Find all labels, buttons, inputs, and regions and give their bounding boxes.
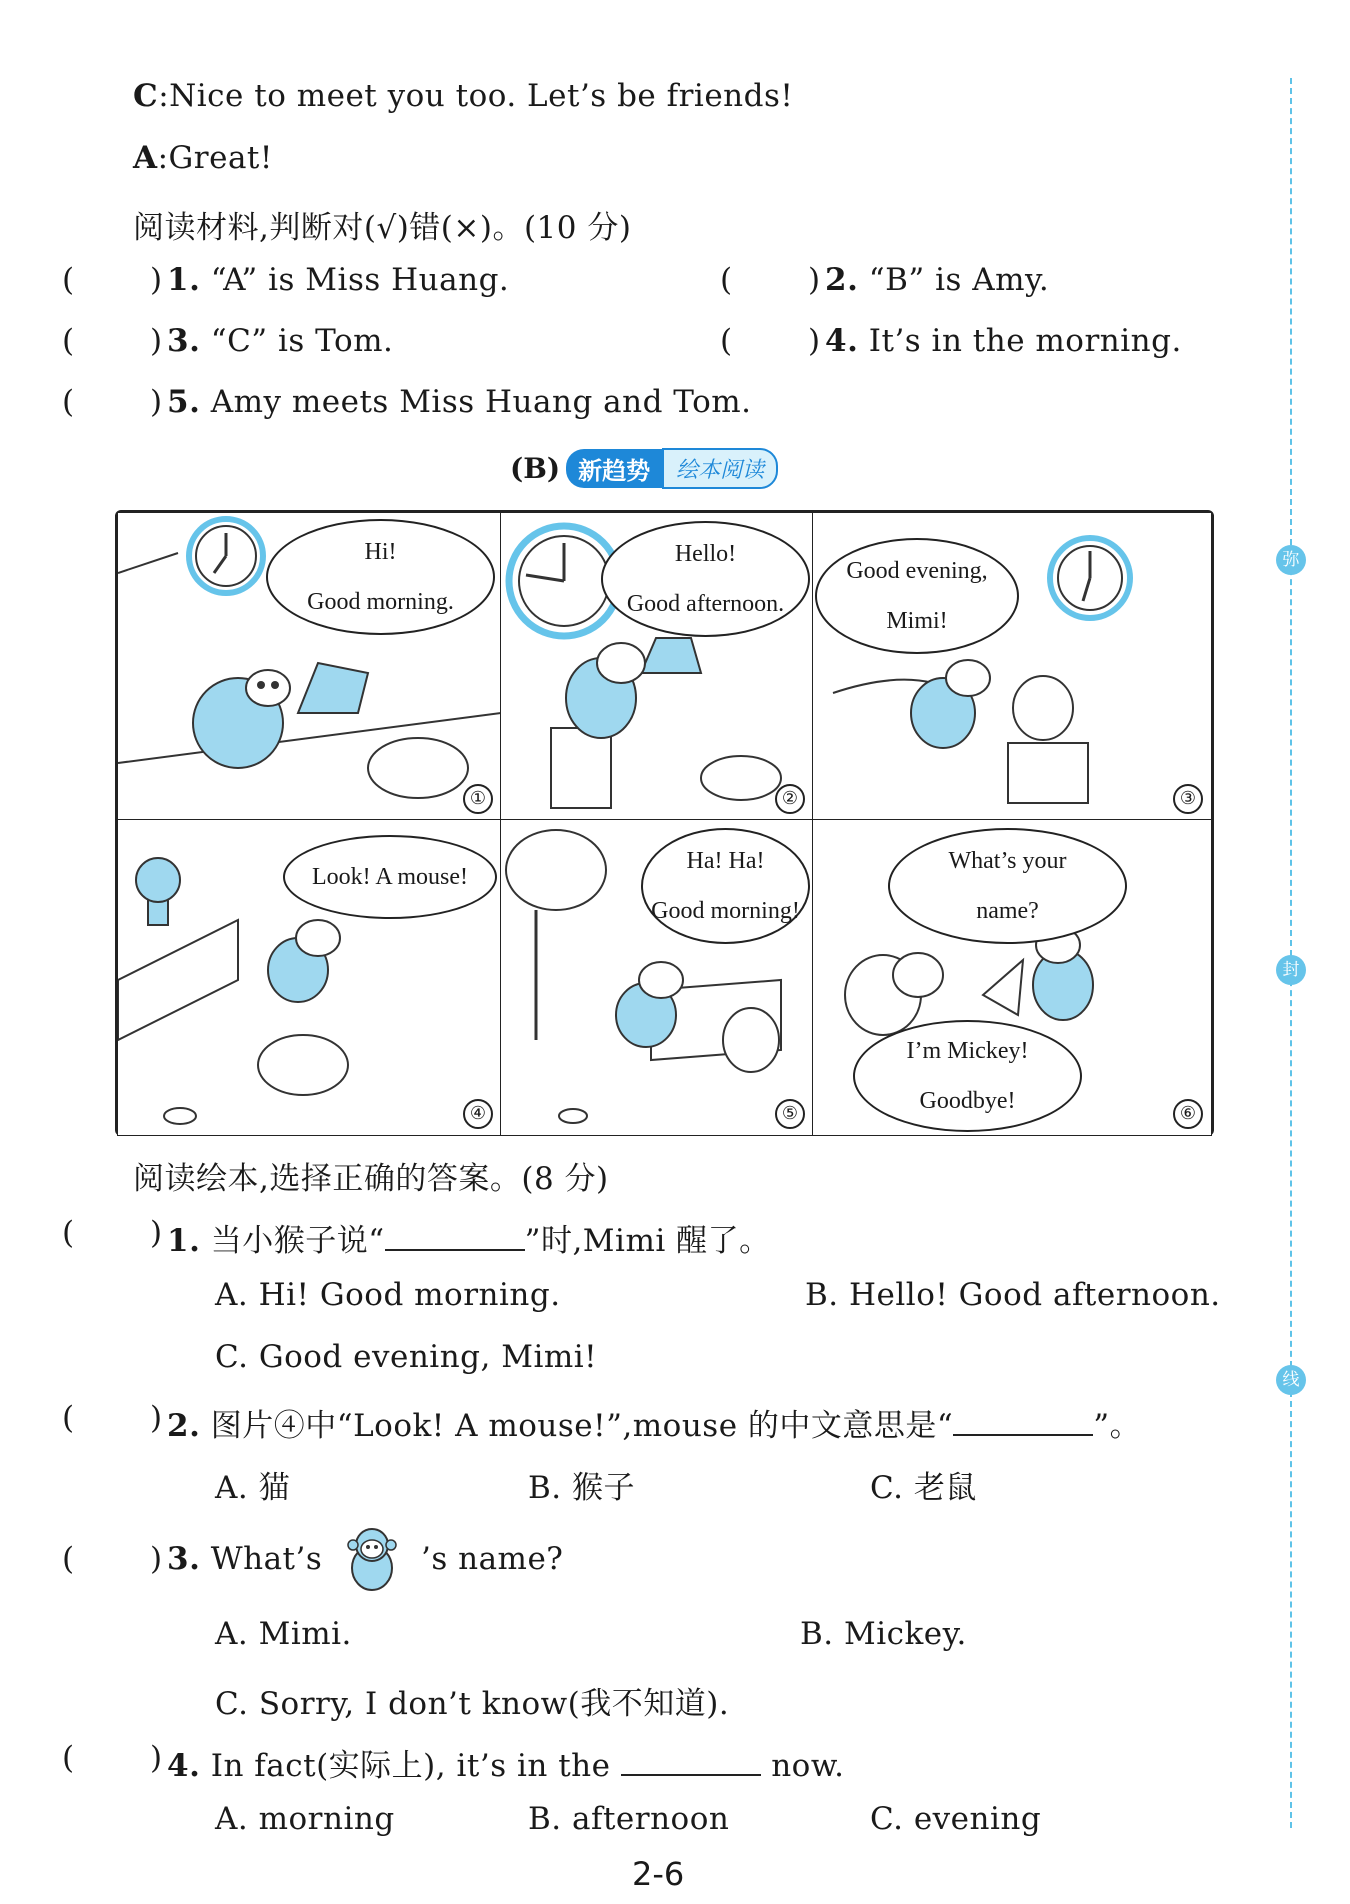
picture-book-badge: 绘本阅读 xyxy=(662,448,778,489)
answer-paren-open: ( xyxy=(62,384,75,420)
part-a-instruction: 阅读材料,判断对(√)错(×)。(10 分) xyxy=(133,210,632,246)
answer-paren-close[interactable]: ) xyxy=(808,323,821,359)
panel-number: ② xyxy=(775,784,805,814)
section-b-title: (B) 新趋势 绘本阅读 xyxy=(510,448,778,488)
option-b[interactable]: B. afternoon xyxy=(528,1801,730,1837)
part-b-instruction: 阅读绘本,选择正确的答案。(8 分) xyxy=(133,1161,609,1197)
answer-paren-close[interactable]: ) xyxy=(150,1541,163,1577)
speech-bubble: Look! A mouse! xyxy=(283,835,497,919)
answer-paren-open: ( xyxy=(62,262,75,298)
answer-paren-close[interactable]: ) xyxy=(150,1740,163,1776)
speech-bubble: Ha! Ha! Good morning! xyxy=(641,828,810,944)
option-b[interactable]: B. Hello! Good afternoon. xyxy=(805,1277,1221,1313)
answer-paren-open: ( xyxy=(720,323,733,359)
seal-cut-line xyxy=(1290,78,1292,1828)
option-c[interactable]: C. Sorry, I don’t know(我不知道). xyxy=(215,1686,730,1722)
panel-number: ① xyxy=(463,784,493,814)
panel-number: ⑥ xyxy=(1173,1099,1203,1129)
answer-paren-close[interactable]: ) xyxy=(150,262,163,298)
option-a[interactable]: A. Hi! Good morning. xyxy=(215,1277,561,1313)
answer-paren-close[interactable]: ) xyxy=(808,262,821,298)
monkey-icon xyxy=(337,1523,407,1593)
answer-paren-open: ( xyxy=(62,1215,75,1251)
answer-paren-close[interactable]: ) xyxy=(150,384,163,420)
answer-paren-close[interactable]: ) xyxy=(150,1400,163,1436)
page-number: 2-6 xyxy=(632,1855,685,1893)
answer-paren-open: ( xyxy=(62,1400,75,1436)
speech-bubble: Hi! Good morning. xyxy=(266,519,495,635)
comic-panel-5 xyxy=(500,819,814,1136)
option-c[interactable]: C. 老鼠 xyxy=(870,1470,977,1506)
answer-paren-open: ( xyxy=(720,262,733,298)
option-c[interactable]: C. Good evening, Mimi! xyxy=(215,1339,598,1375)
answer-paren-open: ( xyxy=(62,1740,75,1776)
fill-blank[interactable] xyxy=(953,1434,1093,1436)
panel-number: ④ xyxy=(463,1099,493,1129)
comic-panel-2 xyxy=(500,512,814,821)
speech-bubble-reply: I’m Mickey! Goodbye! xyxy=(853,1020,1082,1132)
option-b[interactable]: B. Mickey. xyxy=(800,1616,967,1652)
answer-paren-close[interactable]: ) xyxy=(150,1215,163,1251)
speech-bubble: Good evening, Mimi! xyxy=(815,538,1019,654)
comic-panel-1 xyxy=(117,512,502,821)
comic-strip xyxy=(115,510,1214,1136)
trend-badge: 新趋势 xyxy=(566,449,662,488)
dialogue-line-a: A:Great! xyxy=(133,140,273,176)
seal-mark: 封 xyxy=(1276,955,1306,985)
seal-mark: 弥 xyxy=(1276,545,1306,575)
option-a[interactable]: A. 猫 xyxy=(215,1470,291,1506)
comic-panel-4 xyxy=(117,819,502,1136)
fill-blank[interactable] xyxy=(621,1774,761,1776)
dialogue-line-c: C:Nice to meet you too. Let’s be friends! xyxy=(133,78,794,114)
answer-paren-open: ( xyxy=(62,323,75,359)
comic-panel-6 xyxy=(812,819,1212,1136)
fill-blank[interactable] xyxy=(385,1249,525,1251)
panel-number: ③ xyxy=(1173,784,1203,814)
speech-bubble: What’s your name? xyxy=(888,828,1127,944)
comic-panel-3 xyxy=(812,512,1212,821)
answer-paren-close[interactable]: ) xyxy=(150,323,163,359)
panel-number: ⑤ xyxy=(775,1099,805,1129)
answer-paren-open: ( xyxy=(62,1541,75,1577)
seal-mark: 线 xyxy=(1276,1365,1306,1395)
option-a[interactable]: A. Mimi. xyxy=(215,1616,352,1652)
option-a[interactable]: A. morning xyxy=(215,1801,395,1837)
speech-bubble: Hello! Good afternoon. xyxy=(601,521,810,637)
option-c[interactable]: C. evening xyxy=(870,1801,1042,1837)
option-b[interactable]: B. 猴子 xyxy=(528,1470,635,1506)
